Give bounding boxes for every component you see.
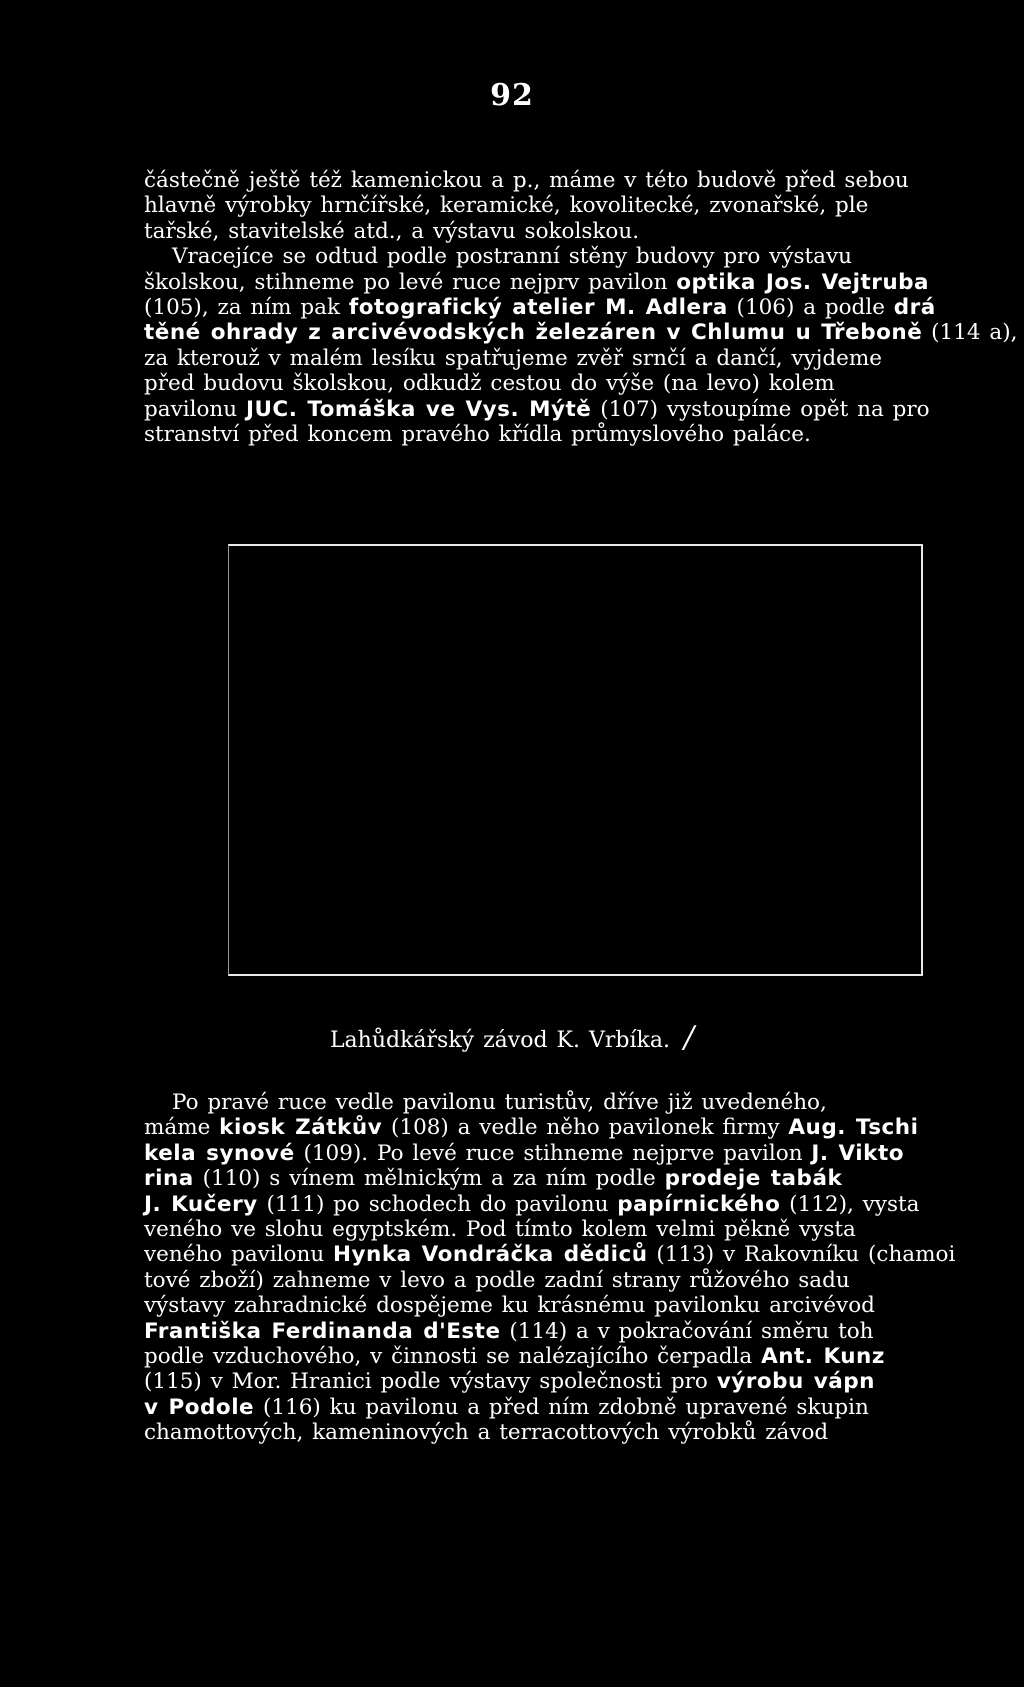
body-text: (111) po schodech do pavilonu (257, 1191, 618, 1217)
bold-name-text: papírnického (617, 1191, 781, 1217)
bold-name-text: Františka Ferdinanda d'Este (144, 1318, 501, 1344)
text-line (144, 168, 1006, 193)
text-line (144, 1319, 1006, 1344)
bold-name-text: v Podole (144, 1394, 255, 1420)
body-text: veného pavilonu (144, 1242, 334, 1268)
figure-caption (0, 1020, 1024, 1055)
body-text: výstavy zahradnické dospějeme ku krásnému pavilonku arcivévod (144, 1293, 875, 1319)
body-text: (107) vystoupíme opět na pro (591, 396, 930, 422)
bold-name-text: Hynka Vondráčka dědiců (333, 1242, 648, 1268)
bold-name-text: kiosk Zátkův (219, 1115, 383, 1141)
bold-name-text: fotografický atelier M. Adlera (348, 295, 728, 321)
text-line (144, 320, 1018, 346)
bold-name-text: kela synové (144, 1140, 295, 1166)
body-text: (112), vysta (780, 1191, 920, 1217)
body-text: pavilonu (144, 396, 246, 422)
text-line (144, 1293, 1006, 1318)
text-line (144, 1115, 1006, 1140)
figure-image-frame (228, 544, 923, 976)
text-line (144, 219, 1006, 244)
body-text: Vracejíce se odtud podle postranní stěny budovy pro výstavu (172, 244, 852, 270)
body-text: (114 a), (922, 320, 1018, 346)
text-line (144, 1395, 1006, 1420)
bold-name-text: J. Vikto (811, 1140, 905, 1166)
text-line (144, 1217, 1006, 1242)
text-line (144, 422, 1006, 447)
text-line (144, 1344, 1006, 1369)
text-line (144, 1141, 1006, 1166)
text-line (144, 1420, 1006, 1445)
body-text: podle vzduchového, v činnosti se nalézajícího čerpadla (144, 1344, 762, 1370)
body-text: (105), za ním pak (144, 295, 349, 321)
body-text: (108) a vedle něho pavilonek firmy (382, 1115, 789, 1141)
text-line (144, 1268, 1006, 1293)
paragraph-2 (144, 1090, 1006, 1446)
body-text: (106) a podle (727, 295, 894, 321)
caption-mark: / (683, 1020, 695, 1055)
text-line (144, 371, 1006, 396)
body-text: chamottových, kameninových a terracottových výrobků závod (144, 1420, 829, 1446)
bold-name-text: J. Kučery (144, 1191, 258, 1217)
bold-name-text: Ant. Kunz (761, 1344, 885, 1370)
bold-name-text: drá (893, 295, 936, 321)
body-text: částečně ještě též kamenickou a p., máme v této budově před sebou (144, 168, 909, 193)
body-text: školskou, stihneme po levé ruce nejprv pavilon (144, 269, 677, 295)
body-text: Po pravé ruce vedle pavilonu turistův, dříve již uvedeného, (172, 1090, 827, 1115)
paragraph-1 (144, 168, 1018, 448)
body-text: (115) v Mor. Hranici podle výstavy společnosti pro (144, 1369, 717, 1395)
body-text: před budovu školskou, odkudž cestou do výše (na levo) kolem (144, 371, 835, 397)
body-text: máme (144, 1115, 220, 1141)
text-line (144, 1166, 1006, 1191)
bold-name-text: Aug. Tschi (788, 1115, 919, 1141)
text-line (144, 244, 1006, 269)
body-text: za kterouž v malém lesíku spatřujeme zvěř srnčí a dančí, vyjdeme (144, 345, 882, 371)
body-text: (110) s vínem mělnickým a za ním podle (193, 1166, 665, 1192)
bold-name-text: optika Jos. Vejtruba (676, 269, 930, 295)
bold-name-text: těné ohrady z arcivévodských železáren v Chlumu u Třeboně (144, 320, 923, 346)
text-line (144, 295, 1006, 320)
text-line (144, 397, 1006, 422)
body-text: veného ve slohu egyptském. Pod tímto kolem velmi pěkně vysta (144, 1217, 856, 1243)
text-line (144, 1242, 1006, 1267)
body-text: hlavně výrobky hrnčířské, keramické, kovolitecké, zvonařské, ple (144, 193, 869, 219)
body-text: stranství před koncem pravého křídla průmyslového paláce. (144, 422, 811, 448)
body-text: (116) ku pavilonu a před ním zdobně upravené skupin (254, 1394, 869, 1420)
body-text: tové zboží) zahneme v levo a podle zadní strany růžového sadu (144, 1267, 850, 1293)
caption-text: Lahůdkářský závod K. Vrbíka. (329, 1028, 670, 1053)
text-line (144, 270, 1006, 295)
body-text: (114) a v pokračování směru toh (500, 1318, 874, 1344)
bold-name-text: JUC. Tomáška ve Vys. Mýtě (245, 396, 592, 422)
bold-name-text: výrobu vápn (716, 1369, 875, 1395)
page-number: 92 (490, 78, 534, 113)
bold-name-text: prodeje tabák (664, 1166, 843, 1192)
text-line (144, 1192, 1006, 1217)
body-text: (113) v Rakovníku (chamoi (647, 1242, 956, 1268)
text-line (144, 1369, 1006, 1394)
body-text: (109). Po levé ruce stihneme nejprve pavilon (294, 1140, 812, 1166)
body-text: tařské, stavitelské atd., a výstavu sokolskou. (144, 218, 640, 244)
text-line (144, 193, 1006, 218)
bold-name-text: rina (144, 1166, 194, 1192)
text-line (144, 346, 1006, 371)
text-line (144, 1090, 1006, 1115)
